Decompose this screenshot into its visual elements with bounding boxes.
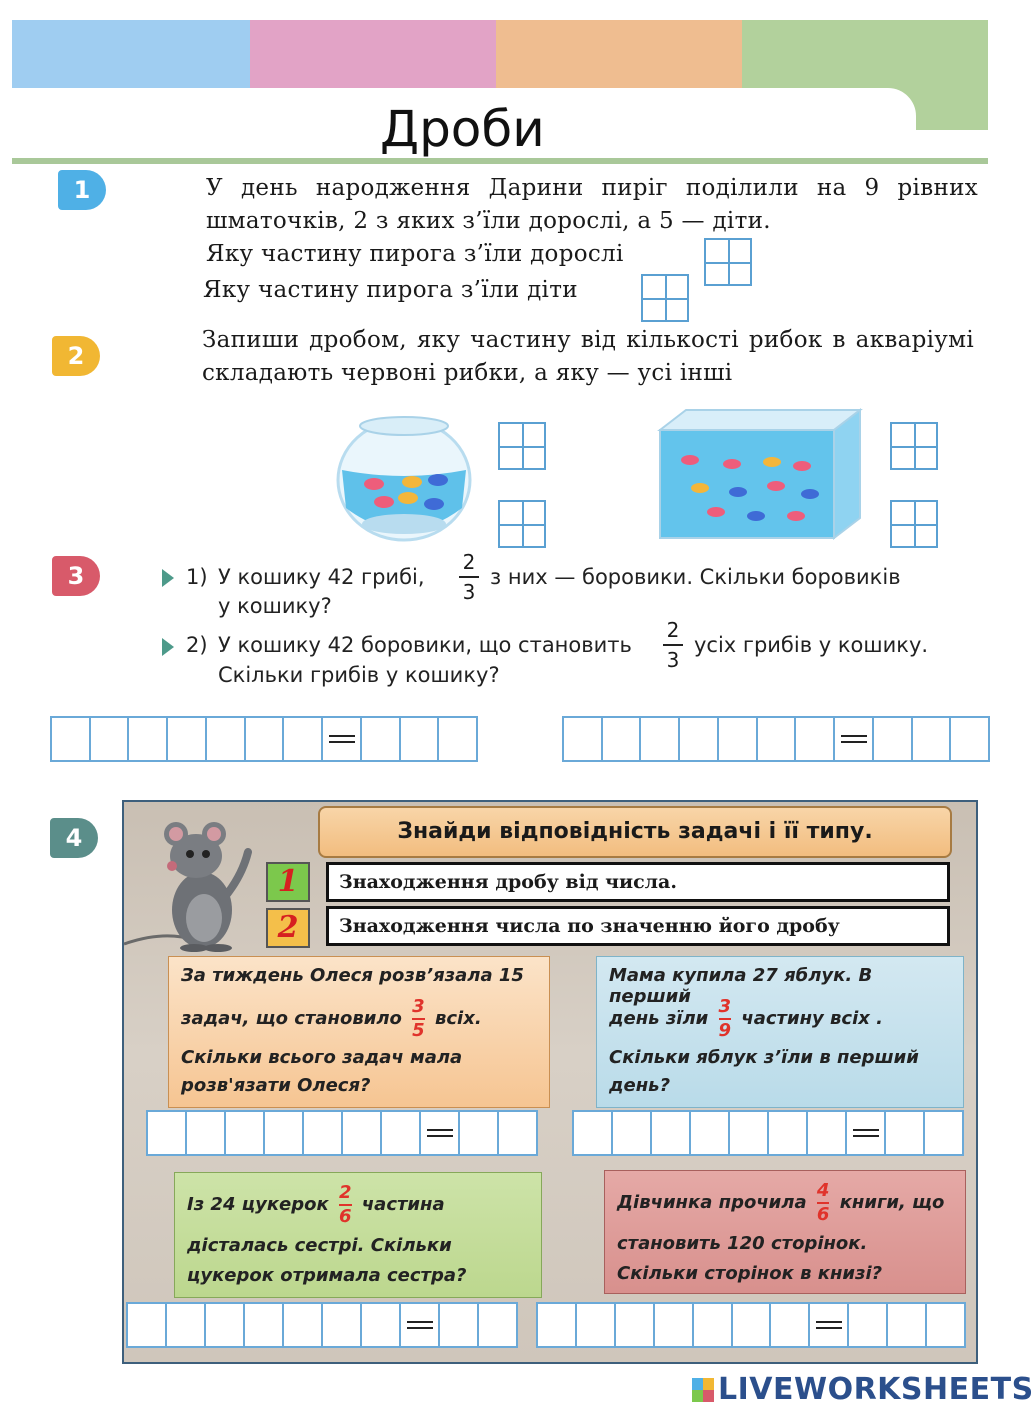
task-3-item-1-line2: у кошику? [218, 594, 332, 618]
answer-cell[interactable] [680, 718, 719, 760]
answer-cell[interactable] [226, 1112, 265, 1154]
answer-cell[interactable] [401, 718, 440, 760]
task-3-badge: 3 [52, 556, 100, 596]
equals-cell [835, 718, 874, 760]
task-4-header: Знайди відповідність задачі і її типу. [318, 806, 952, 858]
answer-cell[interactable] [796, 718, 835, 760]
answer-cell[interactable] [913, 718, 952, 760]
answer-cell[interactable] [655, 1304, 694, 1346]
answer-cell[interactable] [758, 718, 797, 760]
answer-cell[interactable] [129, 718, 168, 760]
answer-cell[interactable] [616, 1304, 655, 1346]
answer-cell[interactable] [613, 1112, 652, 1154]
answer-cell[interactable] [577, 1304, 616, 1346]
answer-cell[interactable] [382, 1112, 421, 1154]
answer-cell[interactable] [323, 1304, 362, 1346]
answer-cell[interactable] [574, 1112, 613, 1154]
header-band-pink [250, 20, 496, 88]
answer-strip-1 [50, 716, 478, 762]
round-aquarium-image [334, 412, 474, 542]
answer-cell[interactable] [304, 1112, 343, 1154]
card-1-fraction: $\frac{3}{5}$ [412, 996, 425, 1041]
answer-cell[interactable] [538, 1304, 577, 1346]
answer-fraction-grid[interactable] [890, 500, 938, 548]
card-1-line-1: За тиждень Олеся розв’язала 15 [181, 965, 524, 986]
card-1-line-4: розв'язати Олеся? [181, 1075, 371, 1096]
divider [12, 158, 988, 164]
task-3-item-1-text-cont: з них — боровики. Скільки боровиків [490, 565, 901, 589]
card-2-line-2: день зїли $\frac{3}{9}$ частину всіх . [609, 996, 883, 1041]
card-3-fraction: $\frac{2}{6}$ [339, 1182, 352, 1227]
box-aquarium-image [660, 408, 862, 540]
task-1-text: У день народження Дарини пиріг поділили на 9 рівних шматочків, 2 з яких з’їли дорослі, а 5 — діти. [206, 175, 978, 234]
answer-cell[interactable] [246, 718, 285, 760]
answer-cell[interactable] [479, 1304, 516, 1346]
task-1-question-children: Яку частину пирога з’їли діти [203, 277, 578, 303]
footer-brand: LIVEWORKSHEETS [718, 1372, 1034, 1407]
task-4-badge: 4 [50, 818, 98, 858]
answer-fraction-grid[interactable] [704, 238, 752, 286]
problem-card-4 [604, 1170, 966, 1294]
answer-cell[interactable] [769, 1112, 808, 1154]
task-3-item-2-number: 2) [186, 633, 208, 657]
task-3-item-2-line2: Скільки грибів у кошику? [218, 663, 500, 687]
type-1-number: 1 [266, 862, 310, 902]
rat-mascot-image [124, 812, 264, 952]
answer-fraction-grid[interactable] [641, 274, 689, 322]
answer-fraction-grid[interactable] [498, 500, 546, 548]
card-2-line-1: Мама купила 27 яблук. В перший [609, 965, 873, 1007]
task-3-item-1-number: 1) [186, 565, 208, 589]
answer-cell[interactable] [771, 1304, 810, 1346]
card-3-line-1: Із 24 цукерок $\frac{2}{6}$ частина [187, 1182, 445, 1227]
task-3-item-1-fraction: 2 3 [458, 550, 480, 604]
answer-cell[interactable] [927, 1304, 964, 1346]
type-2-number: 2 [266, 908, 310, 948]
type-2-label: Знаходження числа по значенню його дробу [326, 906, 950, 946]
answer-cell[interactable] [874, 718, 913, 760]
task-1-badge: 1 [58, 170, 106, 210]
answer-cell[interactable] [440, 1304, 479, 1346]
answer-cell[interactable] [460, 1112, 499, 1154]
task-1-question-adults: Яку частину пирога з’їли дорослі [206, 241, 624, 267]
task-3-item-1-text: У кошику 42 грибі, [218, 565, 425, 589]
answer-cell[interactable] [499, 1112, 536, 1154]
answer-cell[interactable] [206, 1304, 245, 1346]
answer-cell[interactable] [564, 718, 603, 760]
answer-cell[interactable] [207, 718, 246, 760]
equals-sign-icon [841, 735, 867, 743]
equals-cell [847, 1112, 886, 1154]
answer-cell[interactable] [52, 718, 91, 760]
answer-cell[interactable] [925, 1112, 962, 1154]
answer-cell[interactable] [362, 718, 401, 760]
task-2-text: Запиши дробом, яку частину від кількості рибок в акваріумі складають червоні рибки, а яку — усі інші [202, 327, 974, 386]
card-4-line-2: становить 120 сторінок. [617, 1233, 868, 1254]
answer-cell[interactable] [168, 718, 207, 760]
equals-cell [810, 1304, 849, 1346]
answer-cell[interactable] [641, 718, 680, 760]
card-2-line-4: день? [609, 1075, 671, 1096]
card-4-fraction: $\frac{4}{6}$ [816, 1180, 830, 1225]
answer-cell[interactable] [808, 1112, 847, 1154]
answer-cell[interactable] [888, 1304, 927, 1346]
task-3-item-2-text-cont: усіх грибів у кошику. [694, 633, 929, 657]
answer-cell[interactable] [603, 718, 642, 760]
card-3-line-2: дісталась сестрі. Скільки [187, 1235, 452, 1256]
problem-card-2 [596, 956, 964, 1108]
card-2-line-3: Скільки яблук з’їли в перший [609, 1047, 919, 1068]
answer-cell[interactable] [148, 1112, 187, 1154]
answer-fraction-grid[interactable] [498, 422, 546, 470]
liveworksheets-logo-icon [692, 1378, 714, 1402]
header-band-blue [12, 20, 250, 88]
answer-cell[interactable] [694, 1304, 733, 1346]
answer-cell[interactable] [187, 1112, 226, 1154]
answer-cell[interactable] [167, 1304, 206, 1346]
task-3-item-2-fraction: 2 3 [662, 618, 684, 672]
answer-cell[interactable] [284, 718, 323, 760]
card-3-line-3: цукерок отримала сестра? [187, 1265, 467, 1286]
answer-cell[interactable] [951, 718, 988, 760]
bullet-arrow-icon [162, 638, 174, 656]
equals-cell [323, 718, 362, 760]
answer-cell[interactable] [849, 1304, 888, 1346]
answer-cell[interactable] [362, 1304, 401, 1346]
answer-cell[interactable] [91, 718, 130, 760]
equals-sign-icon [816, 1321, 842, 1329]
answer-cell[interactable] [733, 1304, 772, 1346]
equals-cell [421, 1112, 460, 1154]
equals-sign-icon [407, 1321, 433, 1329]
answer-strip-3 [146, 1110, 538, 1156]
answer-cell[interactable] [265, 1112, 304, 1154]
type-1-label: Знаходження дробу від числа. [326, 862, 950, 902]
answer-cell[interactable] [284, 1304, 323, 1346]
equals-cell [401, 1304, 440, 1346]
answer-cell[interactable] [245, 1304, 284, 1346]
answer-cell[interactable] [730, 1112, 769, 1154]
answer-cell[interactable] [652, 1112, 691, 1154]
task-3-item-2-text: У кошику 42 боровики, що становить [218, 633, 632, 657]
answer-cell[interactable] [343, 1112, 382, 1154]
answer-cell[interactable] [719, 718, 758, 760]
bullet-arrow-icon [162, 569, 174, 587]
answer-cell[interactable] [439, 718, 476, 760]
equals-sign-icon [329, 735, 355, 743]
problem-card-3 [174, 1172, 542, 1298]
page-title: Дроби [380, 100, 545, 158]
answer-cell[interactable] [886, 1112, 925, 1154]
answer-strip-4 [572, 1110, 964, 1156]
task-2-badge: 2 [52, 336, 100, 376]
card-4-line-3: Скільки сторінок в книзі? [617, 1263, 883, 1284]
answer-fraction-grid[interactable] [890, 422, 938, 470]
answer-strip-5 [126, 1302, 518, 1348]
answer-strip-2 [562, 716, 990, 762]
card-2-fraction: $\frac{3}{9}$ [718, 996, 732, 1041]
header-band-orange [496, 20, 742, 88]
problem-card-1 [168, 956, 550, 1108]
card-1-line-2: задач, що становило $\frac{3}{5}$ всіх. [181, 996, 482, 1041]
answer-cell[interactable] [691, 1112, 730, 1154]
equals-sign-icon [427, 1129, 453, 1137]
card-1-line-3: Скільки всього задач мала [181, 1047, 463, 1068]
answer-cell[interactable] [128, 1304, 167, 1346]
card-4-line-1: Дівчинка прочила $\frac{4}{6}$ книги, що [617, 1180, 945, 1225]
answer-strip-6 [536, 1302, 966, 1348]
equals-sign-icon [853, 1129, 879, 1137]
